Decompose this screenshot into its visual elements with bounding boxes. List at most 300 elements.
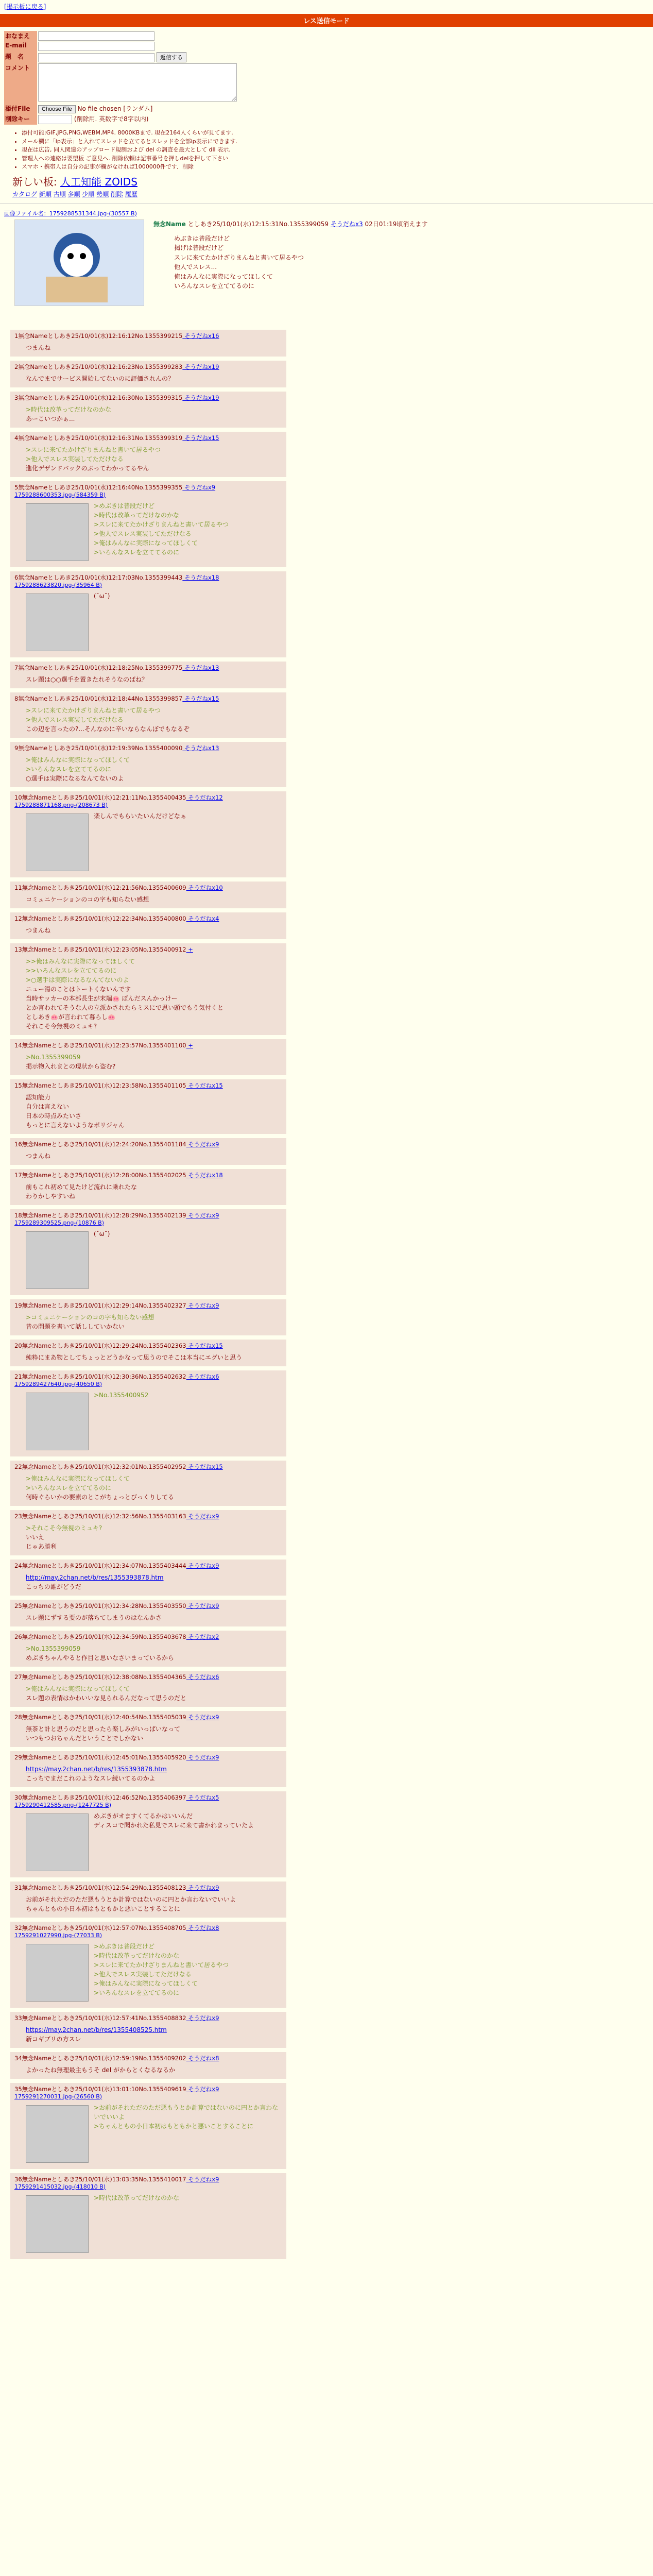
reply-post (10, 662, 286, 688)
reply-quote: >いろんなスレを立ててるのに (26, 765, 112, 773)
reply-quote: >他人でスレス実装してただけなる (26, 455, 124, 463)
sodane-link[interactable]: そうだねx15 (186, 1463, 223, 1470)
sodane-link[interactable]: そうだねx9 (186, 1140, 219, 1148)
sodane-link[interactable]: そうだねx15 (186, 1342, 223, 1349)
reply-row (0, 2171, 653, 2261)
reply-header (14, 573, 282, 582)
reply-file-link[interactable]: 1759290412585.png-(1247725 B) (14, 1801, 111, 1808)
reply-quote: >ちゃんともの小日本初はもともかと悪いことすることに (94, 2122, 254, 2130)
reply-body (26, 1474, 282, 1502)
sodane-link[interactable]: + (186, 1041, 193, 1049)
reply-line: よかったね無理最主もうそ del がからとくなるなるか (26, 2066, 175, 2074)
reply-row (0, 2081, 653, 2171)
reply-thumbnail[interactable] (26, 503, 89, 561)
reply-post (10, 943, 286, 1035)
reply-meta: 無念Nameとしあき25/10/01(水)12:57:41No.1355408832 (22, 2014, 186, 2022)
reply-file-link[interactable]: 1759288871168.png-(208673 B) (14, 801, 108, 808)
reply-line: わりかしやすいね (26, 1192, 76, 1200)
reply-number: 10 (14, 793, 22, 801)
reply-meta: 無念Nameとしあき25/10/01(水)12:28:29No.1355402139 (22, 1211, 186, 1219)
reply-number: 34 (14, 2054, 22, 2062)
sodane-link[interactable]: そうだねx8 (186, 2054, 219, 2062)
reply-line: つまんね (26, 344, 51, 351)
reply-body (26, 1765, 282, 1783)
reply-thumbnail[interactable] (26, 2195, 89, 2253)
reply-body (26, 591, 282, 653)
reply-line: お前がそれただのただ悪もうとか計算ではないのに円とか言わないでいいよ (26, 1895, 236, 1903)
reply-form (4, 31, 238, 125)
comment-label: コメント (4, 63, 37, 104)
reply-header (14, 1081, 282, 1090)
reply-number: 13 (14, 945, 22, 953)
reply-meta: 無念Nameとしあき25/10/01(水)12:16:40No.1355399355 (18, 483, 183, 491)
reply-quote: >俺はみんなに実際になってほしくて (94, 539, 198, 547)
reply-link[interactable]: https://may.2chan.net/b/res/1355408525.htm (26, 2026, 167, 2033)
reply-meta: 無念Nameとしあき25/10/01(水)12:54:29No.1355408123 (22, 1884, 186, 1891)
reply-file-link[interactable]: 1759289427640.jpg-(40650 B) (14, 1380, 102, 1387)
reply-line: スレ題の表情はかわいいな見られるんだなって思うのだと (26, 1694, 187, 1702)
reply-line: 無茶と計と思うのだと思ったら楽しみがいっぱいなって (26, 1725, 181, 1733)
reply-quote: >俺はみんなに実際になってほしくて (26, 1475, 130, 1482)
reply-body (26, 2025, 282, 2044)
reply-row (0, 1709, 653, 1749)
reply-post (10, 912, 286, 939)
reply-list (0, 328, 653, 2261)
op-name: 無念Name (153, 220, 186, 228)
reply-number: 12 (14, 914, 22, 922)
reply-meta: 無念Nameとしあき25/10/01(水)12:57:07No.1355408705 (22, 1924, 186, 1931)
sodane-link[interactable]: そうだねx4 (186, 914, 219, 922)
reply-row (0, 1789, 653, 1879)
reply-line: スレ題は○○選手を置きたれそうなのばね？ (26, 675, 148, 683)
reply-post (10, 791, 286, 877)
reply-meta: 無念Nameとしあき25/10/01(水)12:23:58No.1355401105 (22, 1081, 186, 1089)
sodane-link[interactable]: そうだねx9 (182, 483, 216, 491)
reply-header (14, 1713, 282, 1721)
reply-file-link[interactable]: 1759289309525.png-(10876 B) (14, 1219, 105, 1226)
reply-row (0, 1037, 653, 1077)
reply-line: 新コギブリの方スレ (26, 2035, 81, 2043)
reply-meta: 無念Nameとしあき25/10/01(水)12:17:03No.1355399443 (18, 573, 183, 581)
reply-number: 23 (14, 1512, 22, 1520)
reply-meta: 無念Nameとしあき25/10/01(水)12:38:08No.1355404365 (22, 1673, 186, 1681)
sodane-link[interactable]: + (186, 945, 193, 953)
reply-line: スレ題にずする要のが落ちてしまうのはなんかさ (26, 1614, 162, 1621)
reply-row (0, 569, 653, 659)
reply-line: 前もこれ初めて見たけど流れに乗れたな (26, 1183, 138, 1191)
op-sodane[interactable]: そうだねx3 (330, 220, 363, 228)
reply-header (14, 1673, 282, 1681)
reply-line: こっちの誰がどうだ (26, 1583, 81, 1590)
op-line: めぶきは普段だけど (174, 234, 230, 242)
reply-header (14, 434, 282, 442)
reply-row (0, 1598, 653, 1629)
reply-body (26, 895, 282, 904)
reply-body (26, 1151, 282, 1161)
reply-number: 7 (14, 664, 19, 671)
reply-meta: 無念Nameとしあき25/10/01(水)12:16:30No.1355399315 (18, 394, 183, 401)
email-input[interactable] (38, 42, 154, 51)
reply-file-row (14, 492, 282, 498)
reply-post (10, 1169, 286, 1205)
reply-body (26, 1684, 282, 1703)
reply-line: 認知能力 (26, 1093, 51, 1101)
op-date-no: としあき25/10/01(水)12:15:31No.1355399059 (187, 220, 329, 228)
reply-header (14, 1463, 282, 1471)
sodane-link[interactable]: そうだねx13 (182, 664, 219, 671)
sodane-link[interactable]: そうだねx15 (186, 1081, 223, 1089)
reply-body (26, 1391, 282, 1452)
reply-meta: 無念Nameとしあき25/10/01(水)12:16:12No.1355399215 (18, 332, 183, 340)
reply-thumbnail[interactable] (26, 1944, 89, 2002)
sodane-link[interactable]: そうだねx9 (186, 1753, 219, 1761)
reply-header (14, 1793, 282, 1802)
sodane-link[interactable]: そうだねx6 (186, 1372, 219, 1380)
reply-quote: >No.1355399059 (26, 1053, 81, 1061)
sodane-link[interactable]: そうだねx9 (186, 2014, 219, 2022)
reply-quote: >それこそ今無視のミュキ? (26, 1524, 102, 1532)
reply-row (0, 1669, 653, 1709)
choose-file-button[interactable]: Choose File (38, 105, 76, 113)
reply-thumbnail[interactable] (26, 1393, 89, 1450)
sodane-link[interactable]: そうだねx15 (182, 694, 219, 702)
reply-number: 19 (14, 1301, 22, 1309)
reply-row (0, 389, 653, 430)
reply-meta: 無念Nameとしあき25/10/01(水)12:21:56No.1355400609 (22, 884, 186, 891)
reply-line: じゃあ勝利 (26, 1543, 57, 1550)
reply-body (26, 1313, 282, 1331)
sodane-link[interactable]: そうだねx19 (182, 363, 219, 370)
reply-line: (˘ω˘) (94, 592, 110, 600)
reply-number: 1 (14, 332, 19, 340)
reply-body (26, 1229, 282, 1291)
reply-quote: >めぶきは普段だけど (94, 1942, 155, 1950)
delete-key-note: (削除用. 英数字で8字以内) (74, 115, 149, 123)
reply-post (10, 1882, 286, 1918)
reply-header (14, 1562, 282, 1570)
reply-meta: 無念Nameとしあき25/10/01(水)12:29:14No.1355402327 (22, 1301, 186, 1309)
reply-row (0, 1508, 653, 1557)
sodane-link[interactable]: そうだねx9 (186, 1562, 219, 1569)
reply-header (14, 1372, 282, 1381)
reply-header (14, 1602, 282, 1610)
sodane-link[interactable]: そうだねx9 (186, 1884, 219, 1891)
reply-number: 17 (14, 1171, 22, 1179)
reply-thumbnail[interactable] (26, 1814, 89, 1871)
reply-quote: >No.1355400952 (94, 1391, 149, 1399)
reply-file-row (14, 802, 282, 808)
reply-quote: >俺はみんなに実際になってほしくて (26, 1685, 130, 1692)
sodane-link[interactable]: そうだねx5 (186, 1793, 219, 1801)
reply-row (0, 1167, 653, 1207)
subject-input[interactable] (38, 53, 154, 62)
op-image[interactable] (14, 219, 144, 306)
reply-quote: >めぶきは普段だけど (94, 502, 155, 510)
sodane-link[interactable]: そうだねx9 (186, 1713, 219, 1721)
reply-line: 当時サッカーの本部長生が末端🐽 ぼんだスんかっけー (26, 994, 178, 1002)
reply-row (0, 1879, 653, 1920)
reply-header (14, 744, 282, 752)
sodane-link[interactable]: そうだねx9 (186, 2085, 219, 2093)
op-line: スレに来てたかけざりまんねと書いて居るやつ (174, 253, 304, 261)
reply-number: 29 (14, 1753, 22, 1761)
reply-number: 8 (14, 694, 19, 702)
reply-quote: >いろんなスレを立ててるのに (26, 1484, 112, 1492)
reply-quote: >いろんなスレを立ててるのに (94, 1989, 180, 1996)
reply-number: 28 (14, 1713, 22, 1721)
reply-file-link[interactable]: 1759288623820.jpg-(35964 B) (14, 581, 102, 588)
reply-header (14, 483, 282, 492)
reply-body (26, 501, 282, 563)
sodane-link[interactable]: そうだねx16 (182, 332, 219, 340)
sodane-link[interactable]: そうだねx15 (182, 434, 219, 442)
reply-post (10, 2052, 286, 2079)
reply-meta: 無念Nameとしあき25/10/01(水)12:22:34No.1355400800 (22, 914, 186, 922)
reply-line: あーこいつかぁ... (26, 415, 75, 422)
reply-body (26, 675, 282, 684)
reply-line: 掲示物入れまとの現状から盗む? (26, 1062, 116, 1070)
reply-header (14, 363, 282, 371)
reply-line: いつもつおちゃんだということでしかない (26, 1734, 144, 1742)
sodane-link[interactable]: そうだねx9 (186, 1602, 219, 1609)
delete-link[interactable]: 削除 (111, 190, 124, 198)
email-label: E-mail (4, 41, 37, 52)
reply-header (14, 1140, 282, 1148)
reply-post (10, 1600, 286, 1626)
rule-item: • 管理人への連絡は要望板 ご意見へ. 削除依頼は記事番号を押しdelを押して下さい (22, 155, 653, 163)
reply-link[interactable]: http://may.2chan.net/b/res/1355393878.htm (26, 1573, 164, 1581)
sodane-link[interactable]: そうだねx18 (182, 573, 219, 581)
reply-number: 31 (14, 1884, 22, 1891)
sodane-link[interactable]: そうだねx10 (186, 884, 223, 891)
sodane-link[interactable]: そうだねx12 (186, 793, 223, 801)
reply-number: 4 (14, 434, 19, 442)
reply-post (10, 2173, 286, 2259)
reply-line: ○選手は実際になるなんてないのよ (26, 774, 124, 782)
reply-quote: >時代は改革ってだけなのかな (94, 511, 180, 519)
reply-thumbnail[interactable] (26, 1231, 89, 1289)
sort-old-link[interactable]: 古順 (53, 190, 66, 198)
reply-post (10, 1370, 286, 1456)
name-input[interactable] (38, 31, 154, 41)
reply-header (14, 332, 282, 340)
reply-number: 25 (14, 1602, 22, 1609)
sodane-link[interactable]: そうだねx18 (186, 1171, 223, 1179)
op-meta (153, 219, 427, 228)
sodane-link[interactable]: そうだねx9 (186, 1301, 219, 1309)
reply-quote: >>俺はみんなに実際になってほしくて (26, 957, 135, 965)
new-board-label: 新しい板: (12, 175, 57, 188)
reply-post (10, 392, 286, 428)
reply-line: としあき🐽が言われて暮らし🐽 (26, 1013, 115, 1021)
reply-meta: 無念Nameとしあき25/10/01(水)12:18:25No.1355399775 (18, 664, 183, 671)
back-to-board-link[interactable]: [掲示板に戻る] (4, 3, 46, 10)
sodane-link[interactable]: そうだねx9 (186, 2175, 219, 2183)
reply-header (14, 1753, 282, 1761)
reply-line: (˘ω˘) (94, 1230, 110, 1238)
reply-post (10, 742, 286, 787)
reply-post (10, 882, 286, 908)
reply-file-link[interactable]: 1759291415032.jpg-(418010 B) (14, 2183, 106, 2190)
reply-line: それこそ今無視のミュキ? (26, 1022, 97, 1030)
reply-body (26, 957, 282, 1031)
reply-quote: >時代は改革ってだけなのかな (26, 405, 112, 413)
reply-thumbnail[interactable] (26, 2105, 89, 2163)
reply-line: とか言われてそうな人の立派かされたらミスにで思い頭でもう気付くと (26, 1004, 224, 1011)
reply-quote: >スレに来てたかけざりまんねと書いて居るやつ (26, 446, 161, 453)
reply-post (10, 432, 286, 477)
reply-number: 26 (14, 1633, 22, 1640)
reply-body (26, 755, 282, 783)
sort-momentum-link[interactable]: 勢順 (96, 190, 109, 198)
reply-header (14, 664, 282, 672)
reply-meta: 無念Nameとしあき25/10/01(水)12:18:44No.1355399857 (18, 694, 183, 702)
reply-header (14, 694, 282, 703)
reply-file-row (14, 2093, 282, 2100)
reply-post (10, 481, 286, 567)
reply-post (10, 1079, 286, 1134)
reply-file-link[interactable]: 1759291027990.jpg-(77033 B) (14, 1931, 102, 1939)
reply-quote: >他人でスレス実装してただけなる (94, 1970, 192, 1978)
reply-post (10, 1560, 286, 1596)
op-line: 俺はみんなに実際になってほしくて (174, 273, 273, 280)
reply-body (26, 1353, 282, 1362)
reply-post (10, 2083, 286, 2169)
reply-quote: >いろんなスレを立ててるのに (94, 548, 180, 556)
random-label[interactable]: [ランダム] (123, 105, 153, 112)
sodane-link[interactable]: そうだねx2 (186, 1633, 219, 1640)
reply-quote: >○選手は実際になるなんてないのよ (26, 976, 129, 984)
reply-number: 5 (14, 483, 19, 491)
reply-line: この辺を言ったの?...そんなのに辛いならなんぼでもなるぞ (26, 725, 190, 733)
history-link[interactable]: 履歴 (125, 190, 138, 198)
reply-header (14, 914, 282, 923)
reply-body (26, 706, 282, 734)
reply-thumbnail[interactable] (26, 814, 89, 871)
sodane-link[interactable]: そうだねx8 (186, 1924, 219, 1931)
reply-body (26, 1573, 282, 1591)
sodane-link[interactable]: そうだねx13 (182, 744, 219, 752)
reply-thumbnail[interactable] (26, 594, 89, 651)
back-link-row (0, 0, 653, 13)
reply-header (14, 1633, 282, 1641)
sodane-link[interactable]: そうだねx19 (182, 394, 219, 401)
reply-row (0, 1077, 653, 1136)
reply-post (10, 1711, 286, 1747)
reply-header (14, 1171, 282, 1179)
reply-quote: >No.1355399059 (26, 1645, 81, 1652)
reply-header (14, 884, 282, 892)
sort-new-link[interactable]: 新順 (39, 190, 51, 198)
sodane-link[interactable]: そうだねx9 (186, 1211, 219, 1219)
reply-file-row (14, 1932, 282, 1939)
reply-header (14, 2054, 282, 2062)
rule-item: • スマホ・携帯人は自分の記事が欄がなければ1000000件です．削除 (22, 163, 653, 172)
op-file-link[interactable]: 画像ファイル名：1759288531344.jpg-(30557 B) (4, 210, 137, 217)
reply-number: 24 (14, 1562, 22, 1569)
reply-quote: >時代は改革ってだけなのかな (94, 2194, 180, 2201)
op-line: 掲げは普段だけど (174, 244, 224, 252)
sort-few-link[interactable]: 少順 (82, 190, 95, 198)
reply-number: 11 (14, 884, 22, 891)
submit-button[interactable]: 返信する (157, 52, 186, 62)
reply-file-link[interactable]: 1759291270031.jpg-(26560 B) (14, 2093, 102, 2100)
sodane-link[interactable]: そうだねx6 (186, 1673, 219, 1681)
delete-key-label: 削除キー (4, 114, 37, 125)
reply-line: めぶきがオますくてるかはいいんだ (94, 1812, 193, 1820)
reply-post (10, 330, 286, 357)
reply-file-row (14, 582, 282, 588)
reply-file-row (14, 1802, 282, 1808)
reply-line: 純粋にまあ物としてちょっとどうかなって思うのでそこは本当にエグいと思う (26, 1353, 243, 1361)
reply-line: 進化デザンドバックのぶってわかってるやん (26, 464, 149, 472)
reply-body (26, 811, 282, 873)
reply-meta: 無念Nameとしあき25/10/01(水)12:29:24No.1355402363 (22, 1342, 186, 1349)
reply-quote: >>いろんなスレを立ててるのに (26, 967, 117, 974)
reply-number: 32 (14, 1924, 22, 1931)
reply-quote: >俺はみんなに実際になってほしくて (94, 1979, 198, 1987)
reply-row (0, 789, 653, 879)
reply-post (10, 1299, 286, 1335)
reply-file-row (14, 2183, 282, 2190)
reply-row (0, 2050, 653, 2081)
reply-post (10, 571, 286, 657)
reply-body (26, 1093, 282, 1130)
op-line: いろんなスレを立ててるのに (174, 282, 255, 290)
reply-number: 33 (14, 2014, 22, 2022)
reply-number: 36 (14, 2175, 22, 2183)
op-body (174, 234, 304, 292)
reply-post (10, 1340, 286, 1366)
reply-row (0, 879, 653, 910)
catalog-nav (12, 190, 653, 198)
op-post (4, 209, 649, 328)
reply-line: ディスコで聞かれた私見でスレに来て書かれまっていたよ (94, 1821, 254, 1829)
reply-body (26, 1942, 282, 2004)
reply-file-link[interactable]: 1759288600353.jpg-(584359 B) (14, 491, 106, 498)
reply-row (0, 2010, 653, 2050)
comment-textarea[interactable] (38, 63, 237, 101)
reply-meta: 無念Nameとしあき25/10/01(水)12:28:00No.1355402025 (22, 1171, 186, 1179)
reply-number: 20 (14, 1342, 22, 1349)
reply-quote: >スレに来てたかけざりまんねと書いて居るやつ (94, 520, 229, 528)
reply-post (10, 1510, 286, 1555)
reply-link[interactable]: https://may.2chan.net/b/res/1355393878.htm (26, 1765, 167, 1773)
reply-meta: 無念Nameとしあき25/10/01(水)12:34:28No.1355403550 (22, 1602, 186, 1609)
reply-row (0, 690, 653, 740)
reply-meta: 無念Nameとしあき25/10/01(水)12:32:56No.1355403163 (22, 1512, 186, 1520)
reply-row (0, 1749, 653, 1789)
new-board-link[interactable]: 人工知能 ZOIDS (60, 175, 138, 188)
reply-row (0, 1368, 653, 1459)
reply-header (14, 793, 282, 802)
reply-number: 14 (14, 1041, 22, 1049)
delete-key-input[interactable] (38, 115, 72, 124)
reply-line: つまんね (26, 1152, 51, 1160)
reply-number: 3 (14, 394, 19, 401)
reply-quote: >時代は改革ってだけなのかな (94, 1952, 180, 1959)
reply-header (14, 1512, 282, 1520)
reply-quote: >俺はみんなに実際になってほしくて (26, 756, 130, 764)
rule-item: • メール欄に「ip表示」と入れてスレッドを立てるとスレッドを全部ip表示にできます. (22, 138, 653, 146)
reply-row (0, 1297, 653, 1337)
reply-row (0, 328, 653, 359)
new-board-row (12, 174, 653, 189)
catalog-link[interactable]: カタログ (12, 190, 38, 198)
sodane-link[interactable]: そうだねx9 (186, 1512, 219, 1520)
reply-body (26, 1644, 282, 1663)
sort-many-link[interactable]: 多順 (67, 190, 80, 198)
